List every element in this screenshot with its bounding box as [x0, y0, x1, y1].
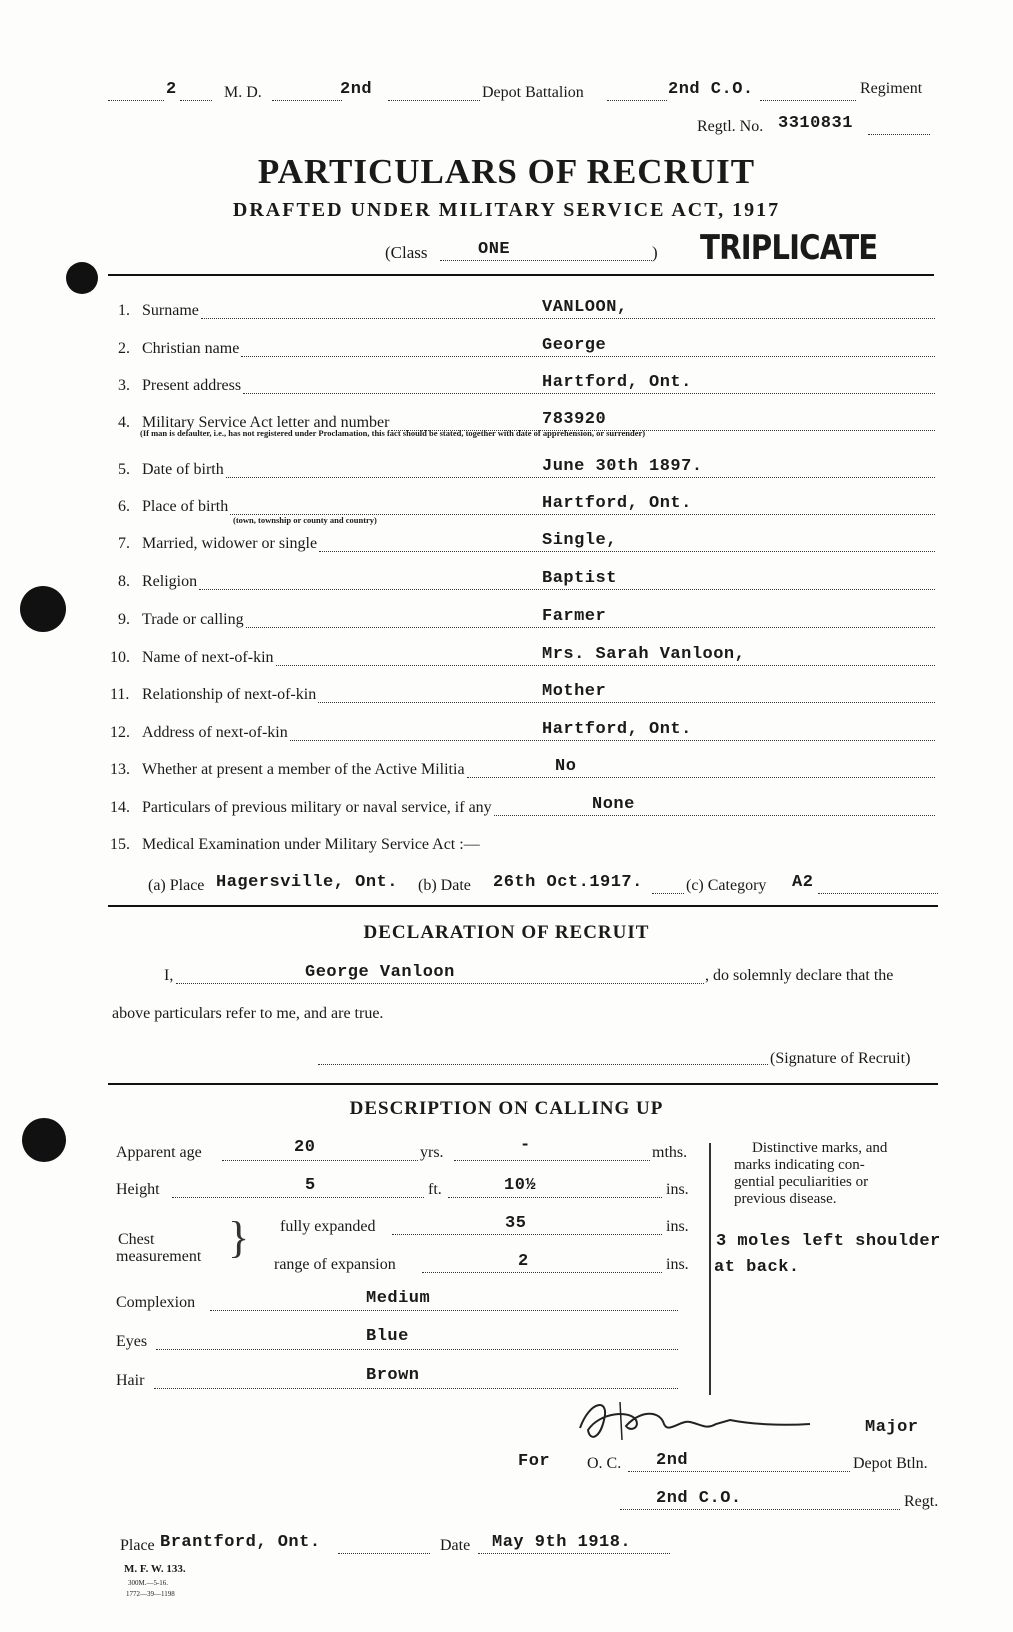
particular-label: Whether at present a member of the Active Militia [142, 761, 465, 778]
particular-value: Hartford, Ont. [542, 494, 692, 513]
medical-category-label: (c) Category [686, 877, 767, 894]
particular-value: Mrs. Sarah Vanloon, [542, 645, 746, 664]
dotted-line [226, 477, 935, 478]
particular-number: 9. [118, 611, 130, 628]
page-subtitle: DRAFTED UNDER MILITARY SERVICE ACT, 1917 [232, 199, 781, 221]
particular-value: Hartford, Ont. [542, 720, 692, 739]
dotted-line [620, 1509, 900, 1510]
height-ft: 5 [305, 1176, 316, 1195]
birthplace-note: (town, township or county and country) [233, 515, 377, 525]
particular-value: Mother [542, 682, 607, 701]
description-heading: DESCRIPTION ON CALLING UP [349, 1098, 664, 1119]
marks-heading-line: previous disease. [734, 1191, 837, 1207]
particular-label: Date of birth [142, 461, 224, 478]
divider [108, 1083, 938, 1085]
ins-label: ins. [666, 1218, 689, 1235]
form-code: M. F. W. 133. [124, 1563, 186, 1575]
range-label: range of expansion [274, 1256, 396, 1273]
marks-heading [734, 1140, 944, 1208]
dotted-line [467, 777, 935, 778]
dotted-line [338, 1553, 430, 1554]
height-label: Height [116, 1181, 160, 1198]
dotted-line [241, 356, 935, 357]
particular-number: 13. [110, 761, 130, 778]
complexion-label: Complexion [116, 1294, 196, 1311]
particular-label: Married, widower or single [142, 535, 318, 552]
particular-number: 10. [110, 649, 130, 666]
expanded-value: 35 [505, 1214, 527, 1233]
dotted-line [154, 1388, 678, 1389]
dotted-line [494, 815, 935, 816]
particular-value: Single, [542, 531, 617, 550]
dotted-line [628, 1471, 850, 1472]
dotted-line [652, 893, 684, 894]
age-months: - [520, 1136, 531, 1155]
height-ins: 10½ [504, 1176, 537, 1195]
class-close: ) [652, 243, 658, 262]
particular-value: Baptist [542, 569, 617, 588]
medical-place-label: (a) Place [148, 877, 205, 894]
declaration-line2: above particulars refer to me, and are true. [112, 1005, 384, 1022]
regt-label: Regt. [904, 1493, 939, 1510]
defaulter-note: (If man is defaulter, i.e., has not registered under Proclamation, this fact should be stated, together with date of apprehension, or surrender) [140, 428, 646, 438]
particular-value: None [592, 795, 635, 814]
regt-value: 2nd C.O. [656, 1489, 742, 1508]
dotted-line [868, 134, 930, 135]
dotted-line [210, 1310, 678, 1311]
divider [108, 905, 938, 907]
dotted-line [388, 100, 480, 101]
particular-label: Relationship of next-of-kin [142, 686, 317, 703]
class-value: ONE [478, 240, 511, 259]
measurement-label: measurement [116, 1248, 202, 1265]
class-label: (Class [385, 243, 428, 262]
hair-label: Hair [116, 1372, 145, 1389]
particular-value: Hartford, Ont. [542, 373, 692, 392]
depot-label: Depot Battalion [482, 84, 584, 101]
age-label: Apparent age [116, 1144, 202, 1161]
dotted-line [172, 1197, 424, 1198]
form-code: 1772—39—1198 [126, 1590, 175, 1598]
divider [108, 274, 934, 276]
dotted-line [818, 893, 938, 894]
particular-label: Surname [142, 302, 199, 319]
eyes-label: Eyes [116, 1333, 148, 1350]
dotted-line [272, 100, 342, 101]
particular-number: 3. [118, 377, 130, 394]
regtl-label: Regtl. No. [697, 118, 764, 135]
date-label: Date [440, 1537, 471, 1554]
dotted-line [319, 551, 935, 552]
md-label: M. D. [224, 84, 262, 101]
expanded-label: fully expanded [280, 1218, 376, 1235]
column-divider [709, 1143, 711, 1395]
date-value: May 9th 1918. [492, 1533, 632, 1552]
declaration-heading: DECLARATION OF RECRUIT [363, 922, 650, 943]
declaration-prefix: I, [164, 967, 174, 984]
officer-rank: Major [865, 1418, 919, 1437]
place-label: Place [120, 1537, 155, 1554]
signature-label: (Signature of Recruit) [770, 1050, 911, 1067]
hair-value: Brown [366, 1366, 420, 1385]
ins-label: ins. [666, 1256, 689, 1273]
range-value: 2 [518, 1252, 529, 1271]
particular-number: 11. [110, 686, 130, 703]
declaration-name: George Vanloon [305, 963, 455, 982]
complexion-value: Medium [366, 1289, 431, 1308]
declaration-suffix: , do solemnly declare that the [705, 967, 894, 984]
form-code: 300M.—5-16. [128, 1579, 169, 1587]
particular-value: VANLOON, [542, 298, 628, 317]
punch-hole [22, 1118, 66, 1162]
particular-number: 2. [118, 340, 130, 357]
medical-category-value: A2 [792, 873, 814, 892]
dotted-line [422, 1272, 662, 1273]
particular-number: 5. [118, 461, 130, 478]
particular-number: 12. [110, 724, 130, 741]
dotted-line [290, 740, 935, 741]
eyes-value: Blue [366, 1327, 409, 1346]
regiment-label: Regiment [860, 80, 923, 97]
chest-label: Chest [118, 1231, 155, 1248]
dotted-line [760, 100, 856, 101]
dotted-line [108, 100, 164, 101]
marks-heading-line: Distinctive marks, and [752, 1140, 888, 1156]
particular-number: 14. [110, 799, 130, 816]
particular-label: Place of birth [142, 498, 229, 515]
dotted-line [392, 1234, 662, 1235]
age-years: 20 [294, 1138, 316, 1157]
dotted-line [180, 100, 212, 101]
dotted-line [222, 1160, 418, 1161]
place-value: Brantford, Ont. [160, 1533, 321, 1552]
marks-value: at back. [714, 1258, 800, 1277]
particular-label: Medical Examination under Military Service Act :— [142, 836, 480, 853]
oc-value: 2nd [656, 1451, 689, 1470]
particular-value: June 30th 1897. [542, 457, 703, 476]
medical-date-value: 26th Oct.1917. [493, 873, 643, 892]
marks-heading-line: marks indicating con- [734, 1157, 865, 1173]
medical-date-label: (b) Date [418, 877, 471, 894]
particular-label: Christian name [142, 340, 240, 357]
dotted-line [440, 260, 652, 261]
dotted-line [276, 665, 935, 666]
particular-number: 8. [118, 573, 130, 590]
for-label: For [518, 1452, 551, 1471]
particular-value: Farmer [542, 607, 607, 626]
marks-value: 3 moles left shoulder [716, 1232, 941, 1251]
dotted-line [478, 1553, 670, 1554]
signature-line [318, 1064, 768, 1065]
punch-hole [20, 586, 66, 632]
regiment-value: 2nd C.O. [668, 80, 754, 99]
dotted-line [448, 1197, 662, 1198]
depot-number: 2nd [340, 80, 373, 99]
dotted-line [454, 1160, 650, 1161]
particular-label: Religion [142, 573, 198, 590]
particular-number: 15. [110, 836, 130, 853]
ft-label: ft. [428, 1181, 442, 1198]
particular-label: Particulars of previous military or naval service, if any [142, 799, 492, 816]
regtl-number: 3310831 [778, 114, 853, 133]
particular-number: 4. [118, 414, 130, 431]
particular-number: 6. [118, 498, 130, 515]
punch-hole [66, 262, 98, 294]
particular-label: Military Service Act letter and number [142, 414, 390, 431]
particular-number: 7. [118, 535, 130, 552]
particular-number: 1. [118, 302, 130, 319]
dotted-line [176, 983, 704, 984]
officer-signature [560, 1390, 860, 1450]
dotted-line [246, 627, 935, 628]
chest-brace: } [228, 1213, 250, 1262]
dotted-line [607, 100, 667, 101]
particular-value: No [555, 757, 577, 776]
depot-btln-label: Depot Btln. [853, 1455, 928, 1472]
particular-label: Trade or calling [142, 611, 244, 628]
ins-label: ins. [666, 1181, 689, 1198]
triplicate-stamp: TRIPLICATE [700, 228, 878, 268]
dotted-line [318, 702, 935, 703]
md-number: 2 [166, 80, 177, 99]
medical-place-value: Hagersville, Ont. [216, 873, 398, 892]
particular-value: 783920 [542, 410, 607, 429]
particular-label: Present address [142, 377, 242, 394]
oc-label: O. C. [587, 1455, 622, 1472]
particular-value: George [542, 336, 607, 355]
marks-heading-line: gential peculiarities or [734, 1174, 869, 1190]
particular-label: Name of next-of-kin [142, 649, 274, 666]
dotted-line [201, 318, 935, 319]
dotted-line [156, 1349, 678, 1350]
page-title: PARTICULARS OF RECRUIT [257, 152, 756, 191]
dotted-line [243, 393, 935, 394]
mths-label: mths. [652, 1144, 688, 1161]
yrs-label: yrs. [420, 1144, 444, 1161]
particular-label: Address of next-of-kin [142, 724, 288, 741]
dotted-line [199, 589, 935, 590]
